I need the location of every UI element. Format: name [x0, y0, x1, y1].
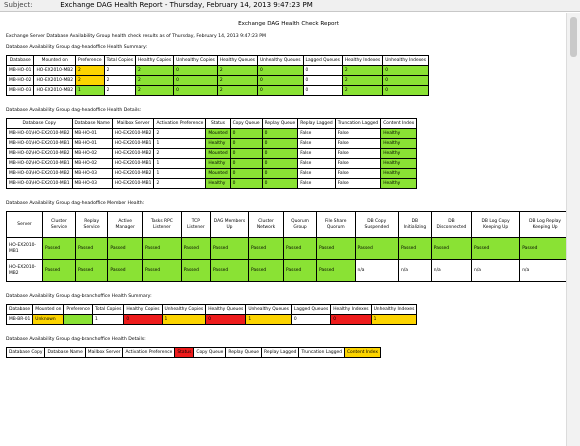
- table-row: [7, 66, 429, 76]
- table-cell: Passed: [75, 260, 107, 282]
- column-header: Mounted on: [33, 305, 64, 315]
- table-cell: n/a: [431, 260, 471, 282]
- table-cell: 0: [174, 86, 218, 96]
- column-header: Healthy Queues: [217, 56, 257, 66]
- column-header: TCP Listener: [181, 212, 210, 238]
- table-cell: 0: [230, 159, 262, 169]
- table-cell: Passed: [43, 260, 76, 282]
- column-header: DB Log Replay Keeping Up: [520, 212, 571, 238]
- table-cell: Passed: [472, 238, 520, 260]
- table-row: [7, 260, 571, 282]
- table-cell: Healthy: [206, 139, 230, 149]
- column-header: Unhealthy Copies: [162, 305, 206, 315]
- table-cell: MB-HO-01: [72, 129, 112, 139]
- table-cell: MB-HO-01\HO-EX2010-MB2: [7, 129, 73, 139]
- column-header: Database Copy: [7, 119, 73, 129]
- column-header: Content Index: [344, 348, 380, 358]
- column-header: Replay Service: [75, 212, 107, 238]
- column-header: Mounted on: [34, 56, 76, 66]
- table-cell: Passed: [520, 238, 571, 260]
- column-header: Content Index: [381, 119, 417, 129]
- table-cell: 2: [217, 66, 257, 76]
- table-cell: HO-EX2010-MB2: [34, 66, 76, 76]
- column-header: Unhealthy Queues: [246, 305, 292, 315]
- table-cell: Passed: [317, 260, 356, 282]
- column-header: DB Copy Suspended: [355, 212, 398, 238]
- table-cell: False: [335, 139, 381, 149]
- table-cell: Passed: [210, 260, 248, 282]
- column-header: Unhealthy Indexes: [371, 305, 417, 315]
- table-cell: 2: [154, 129, 206, 139]
- table-cell: 0: [257, 86, 303, 96]
- table-cell: False: [298, 179, 335, 189]
- table-row: [7, 86, 429, 96]
- column-header: Healthy Indexes: [342, 56, 382, 66]
- table-cell: 0: [262, 149, 298, 159]
- table-cell: 0: [262, 159, 298, 169]
- headoffice-summary-table: [6, 55, 429, 96]
- table-cell: Passed: [142, 238, 181, 260]
- section-title: Database Availability Group dag-branchoffice Health Details:: [6, 337, 146, 342]
- table-row: [7, 169, 417, 179]
- table-cell: 0: [383, 86, 429, 96]
- column-header: Mailbox Server: [112, 119, 154, 129]
- table-row: [7, 315, 417, 325]
- table-cell: 2: [154, 179, 206, 189]
- branchoffice-summary-table: [6, 304, 417, 325]
- branchoffice-details-table: [6, 347, 381, 358]
- table-cell: 1: [154, 169, 206, 179]
- table-cell: Passed: [75, 238, 107, 260]
- table-cell: MB-BR-01: [7, 315, 33, 325]
- table-cell: HO-EX2010-MB2: [112, 129, 154, 139]
- table-cell: Passed: [284, 238, 317, 260]
- column-header: Status: [206, 119, 230, 129]
- table-cell: 0: [230, 149, 262, 159]
- column-header: Unhealthy Indexes: [383, 56, 429, 66]
- table-row: [7, 129, 417, 139]
- column-header: Copy Queue: [230, 119, 262, 129]
- table-cell: 0: [331, 315, 371, 325]
- table-cell: n/a: [472, 260, 520, 282]
- table-cell: 2: [136, 86, 174, 96]
- table-cell: Passed: [108, 238, 143, 260]
- table-cell: 0: [174, 66, 218, 76]
- table-cell: 2: [217, 86, 257, 96]
- table-cell: False: [298, 159, 335, 169]
- table-cell: 1: [92, 315, 123, 325]
- table-cell: 1: [154, 139, 206, 149]
- column-header: Truncation Lagged: [299, 348, 345, 358]
- table-cell: False: [298, 139, 335, 149]
- table-cell: Healthy: [381, 179, 417, 189]
- table-cell: 0: [262, 139, 298, 149]
- table-cell: Passed: [43, 238, 76, 260]
- column-header: Mailbox Server: [85, 348, 123, 358]
- table-cell: HO-EX2010-MB2: [7, 260, 43, 282]
- table-cell: 0: [230, 139, 262, 149]
- table-cell: 1: [76, 86, 105, 96]
- table-cell: False: [335, 129, 381, 139]
- section-title: Database Availability Group dag-branchoffice Health Summary:: [6, 294, 152, 299]
- table-cell: MB-HO-02: [72, 149, 112, 159]
- table-cell: 0: [230, 179, 262, 189]
- column-header: Replay Lagged: [298, 119, 335, 129]
- table-cell: Passed: [355, 238, 398, 260]
- report-intro: Exchange Server Database Availability Group health check results as of Thursday, February 14, 2013 9:47:23 PM: [6, 34, 266, 39]
- table-cell: 2: [104, 66, 135, 76]
- table-cell: MB-HO-03: [7, 86, 34, 96]
- table-cell: Mounted: [206, 129, 230, 139]
- table-cell: 2: [76, 66, 105, 76]
- table-cell: False: [335, 179, 381, 189]
- column-header: File Share Quorum: [317, 212, 356, 238]
- section-title: Database Availability Group dag-headoffice Health Details:: [6, 108, 142, 113]
- table-cell: MB-HO-03\HO-EX2010-MB2: [7, 169, 73, 179]
- column-header: Lagged Queues: [303, 56, 342, 66]
- table-cell: 2: [154, 149, 206, 159]
- column-header: DB Disconnected: [431, 212, 471, 238]
- column-header: Activation Preference: [154, 119, 206, 129]
- column-header: Quorum Group: [284, 212, 317, 238]
- table-cell: HO-EX2010-MB1: [112, 179, 154, 189]
- section-title: Database Availability Group dag-headoffice Health Summary:: [6, 45, 148, 50]
- table-cell: HO-EX2010-MB2: [112, 149, 154, 159]
- column-header: Healthy Copies: [124, 305, 162, 315]
- table-cell: 0: [206, 315, 246, 325]
- column-header: Unhealthy Copies: [174, 56, 218, 66]
- table-cell: n/a: [398, 260, 431, 282]
- table-cell: Healthy: [206, 159, 230, 169]
- column-header: Copy Queue: [194, 348, 226, 358]
- table-cell: 0: [262, 179, 298, 189]
- table-cell: n/a: [520, 260, 571, 282]
- table-cell: MB-HO-01\HO-EX2010-MB1: [7, 139, 73, 149]
- subject-value: Exchange DAG Health Report - Thursday, February 14, 2013 9:47:23 PM: [60, 1, 313, 9]
- table-cell: Passed: [398, 238, 431, 260]
- table-cell: Passed: [108, 260, 143, 282]
- table-cell: 0: [230, 129, 262, 139]
- table-row: [7, 139, 417, 149]
- table-cell: MB-HO-03\HO-EX2010-MB1: [7, 179, 73, 189]
- table-cell: 1: [371, 315, 417, 325]
- table-cell: 0: [124, 315, 162, 325]
- table-cell: False: [335, 169, 381, 179]
- column-header: Tasks RPC Listener: [142, 212, 181, 238]
- column-header: Replay Queue: [262, 119, 298, 129]
- table-cell: Healthy: [206, 179, 230, 189]
- table-cell: MB-HO-02\HO-EX2010-MB1: [7, 159, 73, 169]
- table-cell: Passed: [181, 238, 210, 260]
- table-cell: Healthy: [381, 129, 417, 139]
- headoffice-details-table: [6, 118, 417, 189]
- table-cell: MB-HO-01: [7, 66, 34, 76]
- table-cell: Passed: [317, 238, 356, 260]
- table-cell: MB-HO-02: [7, 76, 34, 86]
- table-cell: False: [298, 149, 335, 159]
- section-title: Database Availability Group dag-headoffice Member Health:: [6, 201, 145, 206]
- table-cell: 2: [136, 76, 174, 86]
- column-header: Database: [7, 56, 34, 66]
- column-header: Truncation Lagged: [335, 119, 381, 129]
- column-header: Active Manager: [108, 212, 143, 238]
- table-cell: 0: [257, 66, 303, 76]
- table-cell: MB-HO-03: [72, 179, 112, 189]
- column-header: Preference: [64, 305, 93, 315]
- column-header: Replay Queue: [226, 348, 262, 358]
- column-header: Healthy Indexes: [331, 305, 371, 315]
- column-header: Replay Lagged: [262, 348, 299, 358]
- table-cell: False: [298, 129, 335, 139]
- column-header: Total Copies: [104, 56, 135, 66]
- table-cell: Passed: [249, 260, 284, 282]
- table-cell: HO-EX2010-MB1: [7, 238, 43, 260]
- table-cell: 0: [303, 86, 342, 96]
- table-row: [7, 238, 571, 260]
- column-header: DAG Members Up: [210, 212, 248, 238]
- report-title: Exchange DAG Health Check Report: [238, 21, 339, 27]
- table-cell: 0: [383, 66, 429, 76]
- column-header: DB Log Copy Keeping Up: [472, 212, 520, 238]
- subject-label: Subject:: [4, 1, 33, 9]
- table-cell: Healthy: [381, 149, 417, 159]
- table-cell: MB-HO-03: [72, 169, 112, 179]
- column-header: Lagged Queues: [291, 305, 330, 315]
- table-cell: 0: [174, 76, 218, 86]
- headoffice-member-table: [6, 211, 571, 282]
- table-cell: [64, 315, 93, 325]
- table-row: [7, 159, 417, 169]
- table-cell: Mounted: [206, 149, 230, 159]
- message-body: [0, 13, 571, 446]
- column-header: Total Copies: [92, 305, 123, 315]
- table-cell: HO-EX2010-MB1: [112, 139, 154, 149]
- table-cell: 0: [291, 315, 330, 325]
- subject-bar: [0, 0, 580, 12]
- table-row: [7, 179, 417, 189]
- table-cell: Mounted: [206, 169, 230, 179]
- table-cell: Healthy: [381, 139, 417, 149]
- table-cell: 2: [76, 76, 105, 86]
- column-header: Activation Preference: [123, 348, 175, 358]
- table-cell: Passed: [431, 238, 471, 260]
- table-cell: False: [335, 159, 381, 169]
- table-cell: Passed: [142, 260, 181, 282]
- table-cell: 0: [230, 169, 262, 179]
- table-cell: 2: [104, 86, 135, 96]
- table-cell: 2: [342, 86, 382, 96]
- table-cell: Passed: [284, 260, 317, 282]
- column-header: Cluster Network: [249, 212, 284, 238]
- column-header: DB Initializing: [398, 212, 431, 238]
- table-cell: 0: [303, 76, 342, 86]
- table-cell: 1: [154, 159, 206, 169]
- table-cell: MB-HO-01: [72, 139, 112, 149]
- column-header: Cluster Service: [43, 212, 76, 238]
- table-cell: 1: [246, 315, 292, 325]
- column-header: Database Name: [45, 348, 85, 358]
- table-cell: 0: [303, 66, 342, 76]
- table-cell: 0: [262, 169, 298, 179]
- table-cell: Passed: [181, 260, 210, 282]
- table-cell: 2: [136, 66, 174, 76]
- column-header: Healthy Copies: [136, 56, 174, 66]
- table-cell: MB-HO-02: [72, 159, 112, 169]
- column-header: Status: [175, 348, 194, 358]
- table-cell: MB-HO-02\HO-EX2010-MB2: [7, 149, 73, 159]
- column-header: Database: [7, 305, 33, 315]
- column-header: Server: [7, 212, 43, 238]
- table-cell: HO-EX2010-MB2: [34, 76, 76, 86]
- column-header: Healthy Queues: [206, 305, 246, 315]
- table-cell: 2: [217, 76, 257, 86]
- table-cell: HO-EX2010-MB2: [112, 169, 154, 179]
- column-header: Unhealthy Queues: [257, 56, 303, 66]
- table-cell: n/a: [355, 260, 398, 282]
- column-header: Database Name: [72, 119, 112, 129]
- table-cell: False: [335, 149, 381, 159]
- table-cell: Passed: [210, 238, 248, 260]
- table-cell: Healthy: [381, 169, 417, 179]
- table-cell: Unknown: [33, 315, 64, 325]
- column-header: Preference: [76, 56, 105, 66]
- table-cell: Passed: [249, 238, 284, 260]
- table-cell: False: [298, 169, 335, 179]
- table-cell: 0: [257, 76, 303, 86]
- vertical-scrollbar[interactable]: [566, 13, 580, 446]
- table-row: [7, 149, 417, 159]
- table-cell: HO-EX2010-MB2: [34, 86, 76, 96]
- table-cell: 2: [342, 66, 382, 76]
- table-cell: HO-EX2010-MB1: [112, 159, 154, 169]
- table-cell: Healthy: [381, 159, 417, 169]
- table-cell: 0: [383, 76, 429, 86]
- table-cell: 2: [104, 76, 135, 86]
- table-cell: 1: [162, 315, 206, 325]
- table-row: [7, 76, 429, 86]
- table-cell: 0: [262, 129, 298, 139]
- column-header: Database Copy: [7, 348, 45, 358]
- table-cell: 2: [342, 76, 382, 86]
- scrollbar-thumb[interactable]: [570, 17, 577, 57]
